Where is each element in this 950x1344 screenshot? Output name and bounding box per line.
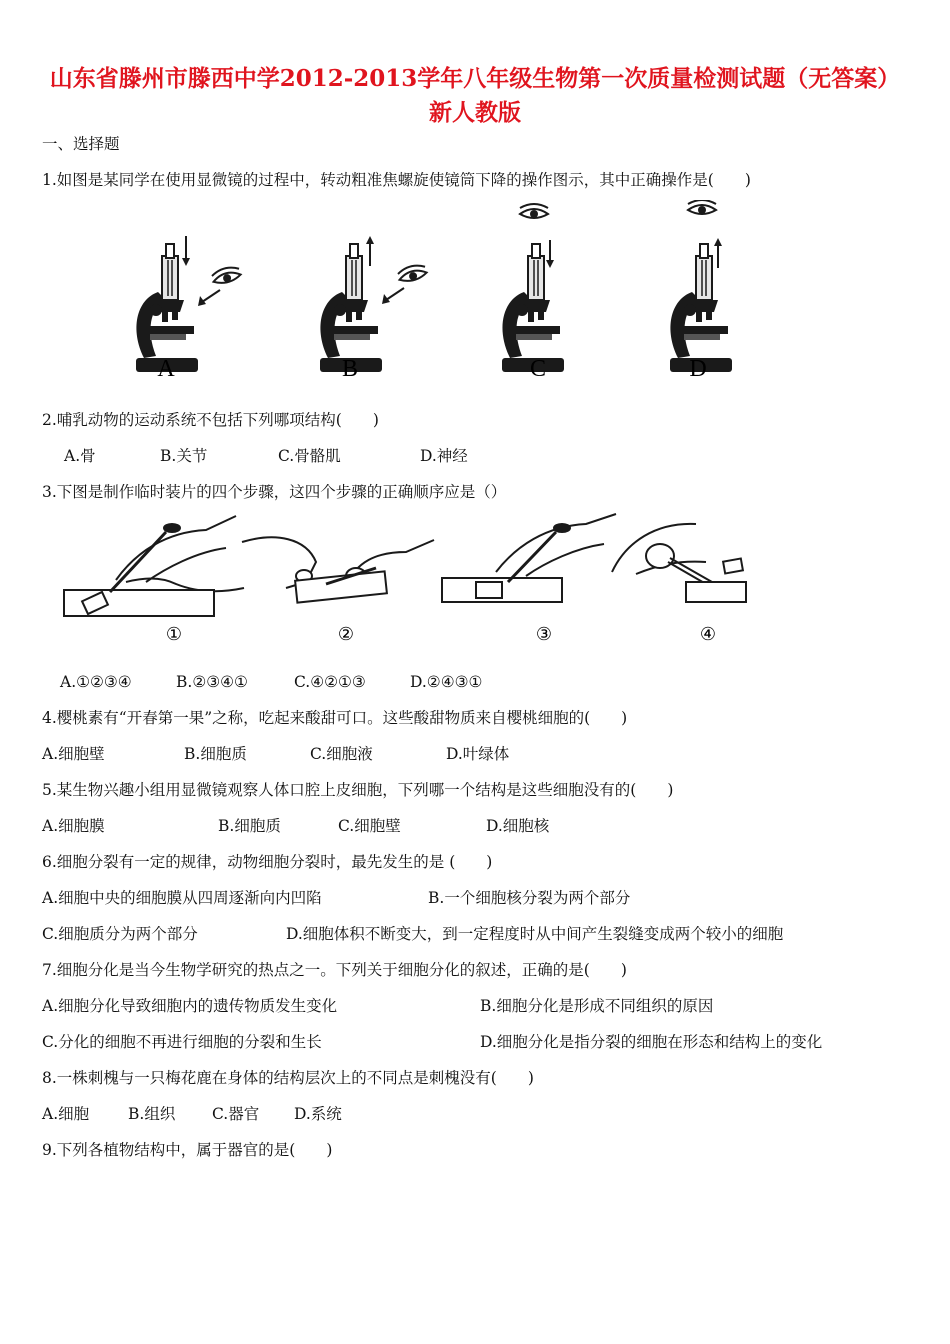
q7-option-d[interactable]: D.细胞分化是指分裂的细胞在形态和结构上的变化 bbox=[480, 1033, 823, 1051]
q3-option-d[interactable]: D.②④③① bbox=[410, 673, 483, 691]
question-8-stem: 8.一株刺槐与一只梅花鹿在身体的结构层次上的不同点是刺槐没有( ) bbox=[42, 1069, 534, 1087]
question-2-stem: 2.哺乳动物的运动系统不包括下列哪项结构( ) bbox=[42, 411, 379, 429]
section-heading: 一、选择题 bbox=[42, 135, 120, 153]
step-2-drawing bbox=[242, 537, 434, 602]
q2-option-a[interactable]: A.骨 bbox=[64, 447, 96, 465]
question-9-stem: 9.下列各植物结构中，属于器官的是( ) bbox=[42, 1141, 333, 1159]
q5-option-a[interactable]: A.细胞膜 bbox=[42, 817, 105, 835]
q3-option-a[interactable]: A.①②③④ bbox=[60, 673, 132, 691]
q4-option-b[interactable]: B.细胞质 bbox=[184, 745, 247, 763]
figure-label-a: A bbox=[157, 356, 175, 382]
q7-option-c[interactable]: C.分化的细胞不再进行细胞的分裂和生长 bbox=[42, 1033, 322, 1051]
q5-option-d[interactable]: D.细胞核 bbox=[486, 817, 550, 835]
microscope-d bbox=[670, 200, 732, 372]
q8-option-d[interactable]: D.系统 bbox=[294, 1105, 342, 1123]
question-5-stem: 5.某生物兴趣小组用显微镜观察人体口腔上皮细胞，下列哪一个结构是这些细胞没有的( ) bbox=[42, 781, 674, 799]
q5-option-b[interactable]: B.细胞质 bbox=[218, 817, 281, 835]
q4-option-c[interactable]: C.细胞液 bbox=[310, 745, 373, 763]
question-6-stem: 6.细胞分裂有一定的规律，动物细胞分裂时，最先发生的是 ( ) bbox=[42, 853, 493, 871]
step-label-3: ③ bbox=[535, 624, 553, 644]
step-label-1: ① bbox=[165, 624, 183, 644]
q2-option-b[interactable]: B.关节 bbox=[160, 447, 208, 465]
step-label-2: ② bbox=[337, 624, 355, 644]
q8-option-a[interactable]: A.细胞 bbox=[42, 1105, 90, 1123]
q3-option-b[interactable]: B.②③④① bbox=[176, 673, 248, 691]
q6-option-b[interactable]: B.一个细胞核分裂为两个部分 bbox=[428, 889, 631, 907]
q4-option-d[interactable]: D.叶绿体 bbox=[446, 745, 510, 763]
q2-option-c[interactable]: C.骨骼肌 bbox=[278, 447, 341, 465]
step-1-drawing bbox=[64, 516, 244, 616]
q6-option-a[interactable]: A.细胞中央的细胞膜从四周逐渐向内凹陷 bbox=[42, 889, 322, 907]
question-4-stem: 4.樱桃素有“开春第一果”之称，吃起来酸甜可口。这些酸甜物质来自樱桃细胞的( ) bbox=[42, 709, 628, 727]
question-1-stem: 1.如图是某同学在使用显微镜的过程中，转动粗准焦螺旋使镜筒下降的操作图示，其中正确操作是( ) bbox=[42, 171, 751, 189]
figure-label-b: B bbox=[341, 356, 359, 382]
q2-option-d[interactable]: D.神经 bbox=[420, 447, 468, 465]
q8-option-b[interactable]: B.组织 bbox=[128, 1105, 176, 1123]
q6-option-c[interactable]: C.细胞质分为两个部分 bbox=[42, 925, 198, 943]
q6-option-d[interactable]: D.细胞体积不断变大，到一定程度时从中间产生裂缝变成两个较小的细胞 bbox=[286, 925, 784, 943]
step-label-4: ④ bbox=[699, 624, 717, 644]
q5-option-c[interactable]: C.细胞壁 bbox=[338, 817, 401, 835]
slide-steps-figure bbox=[56, 512, 756, 652]
page-title: 山东省滕州市滕西中学2012-2013学年八年级生物第一次质量检测试题（无答案） 新人教版 bbox=[49, 65, 901, 126]
microscope-a bbox=[136, 236, 242, 372]
q7-option-b[interactable]: B.细胞分化是形成不同组织的原因 bbox=[480, 997, 714, 1015]
microscope-b bbox=[320, 236, 428, 372]
q4-option-a[interactable]: A.细胞壁 bbox=[42, 745, 105, 763]
question-3-stem: 3.下图是制作临时装片的四个步骤，这四个步骤的正确顺序应是（） bbox=[42, 483, 507, 501]
q8-option-c[interactable]: C.器官 bbox=[212, 1105, 260, 1123]
figure-label-d: D bbox=[689, 356, 707, 382]
figure-label-c: C bbox=[529, 356, 547, 382]
microscope-c bbox=[502, 204, 564, 372]
step-4-drawing bbox=[612, 524, 746, 602]
question-7-stem: 7.细胞分化是当今生物学研究的热点之一。下列关于细胞分化的叙述，正确的是( ) bbox=[42, 961, 627, 979]
q7-option-a[interactable]: A.细胞分化导致细胞内的遗传物质发生变化 bbox=[42, 997, 338, 1015]
q3-option-c[interactable]: C.④②①③ bbox=[294, 673, 366, 691]
microscope-figure bbox=[100, 200, 760, 390]
step-3-drawing bbox=[442, 514, 616, 602]
